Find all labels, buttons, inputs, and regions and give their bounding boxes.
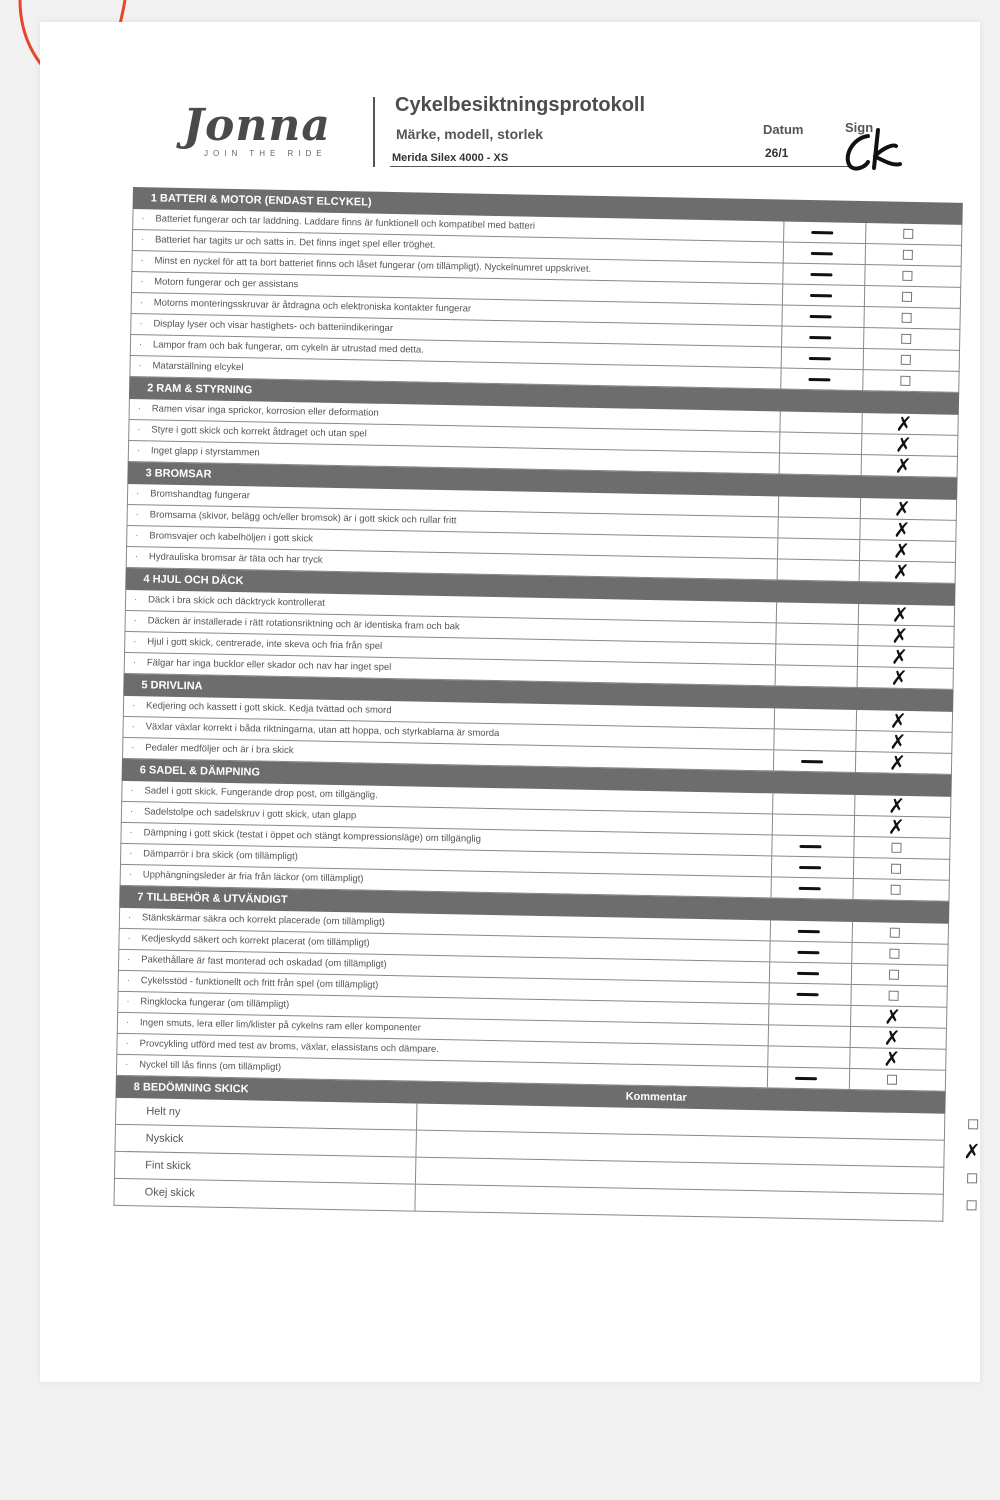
column-divider <box>860 498 861 518</box>
bullet: · <box>127 954 131 966</box>
column-divider <box>857 646 858 666</box>
sign-label: Sign <box>845 120 874 135</box>
bullet: · <box>134 551 139 563</box>
column-divider <box>863 328 864 348</box>
bullet: · <box>136 488 140 500</box>
column-divider <box>858 604 859 624</box>
not-applicable-dash <box>811 252 833 255</box>
column-divider <box>769 941 770 961</box>
checklist-item-label: Sadel i gott skick. Fungerande drop post, om tillgänglig. <box>144 785 378 801</box>
bullet: · <box>140 234 145 246</box>
not-applicable-dash <box>810 294 832 297</box>
column-divider <box>851 943 852 963</box>
check-mark-icon[interactable]: ✗ <box>895 411 913 437</box>
checklist-item-label: Styre i gott skick och korrekt åtdraget och utan spel <box>151 424 367 440</box>
not-applicable-dash <box>797 993 819 996</box>
check-mark-icon[interactable]: ✗ <box>894 432 913 457</box>
checkbox[interactable] <box>902 271 912 281</box>
checkbox[interactable] <box>902 313 912 323</box>
column-divider <box>778 496 779 516</box>
model-field-label: Märke, modell, storlek <box>396 126 544 142</box>
check-mark-icon[interactable]: ✗ <box>892 538 911 563</box>
column-divider <box>859 540 860 560</box>
grading-label: Nyskick <box>145 1132 184 1146</box>
check-mark-icon[interactable]: ✗ <box>893 496 911 521</box>
checkbox[interactable] <box>967 1200 977 1210</box>
column-divider <box>768 983 769 1003</box>
section-title: 5 DRIVLINA <box>141 679 203 693</box>
bullet: · <box>137 403 142 415</box>
check-mark-icon[interactable]: ✗ <box>883 1046 901 1071</box>
check-mark-icon[interactable]: ✗ <box>891 623 909 648</box>
column-divider <box>781 326 782 346</box>
column-divider <box>859 519 860 539</box>
checklist-item-label: Stänkskärmar säkra och korrekt placerade (om tillämpligt) <box>141 912 385 928</box>
bullet: · <box>132 657 137 669</box>
not-applicable-dash <box>799 866 821 869</box>
bullet: · <box>138 339 143 351</box>
check-mark-icon[interactable]: ✗ <box>963 1139 981 1164</box>
bullet: · <box>139 297 144 309</box>
bullet: · <box>140 255 144 267</box>
checklist-item-label: Nyckel till lås finns (om tillämpligt) <box>139 1059 282 1074</box>
bullet: · <box>133 636 137 648</box>
column-divider <box>783 242 784 262</box>
checklist-item-label: Batteriet har tagits ur och satts in. Det finns inget spel eller tröghet. <box>154 234 436 251</box>
checklist-item-label: Ringklocka fungerar (om tillämpligt) <box>140 996 290 1011</box>
date-value[interactable]: 26/1 <box>765 146 789 160</box>
section-title: 3 BROMSAR <box>145 467 212 481</box>
checklist-item-label: Ramen visar inga sprickor, korrosion eller deformation <box>151 403 379 419</box>
check-mark-icon[interactable]: ✗ <box>889 729 907 754</box>
bullet: · <box>125 1038 129 1050</box>
field-underline <box>390 166 850 167</box>
bullet: · <box>126 975 131 987</box>
checklist-item-label: Batteriet fungerar och tar laddning. Laddare finns är funktionell och kompatibel med batteri <box>155 213 536 232</box>
check-mark-icon[interactable]: ✗ <box>892 559 910 584</box>
bullet: · <box>133 615 137 627</box>
column-divider <box>849 1048 850 1068</box>
column-divider <box>775 644 776 664</box>
checklist-item-label: Bromsvajer och kabelhöljen i gott skick <box>149 530 314 545</box>
column-divider <box>857 667 858 687</box>
checklist-item-label: Matarställning elcykel <box>152 360 244 374</box>
column-divider <box>856 710 857 730</box>
checkbox[interactable] <box>903 229 913 239</box>
checklist-item-label: Lampor fram och bak fungerar, om cykeln är utrustad med detta. <box>152 339 424 356</box>
column-divider <box>849 1069 850 1089</box>
check-mark-icon[interactable]: ✗ <box>891 602 909 627</box>
column-divider <box>768 1025 769 1045</box>
not-applicable-dash <box>810 315 832 318</box>
checklist-item-label: Inget glapp i styrstammen <box>150 445 260 459</box>
column-divider <box>864 286 865 306</box>
checkbox[interactable] <box>889 970 899 980</box>
checklist-item-label: Växlar växlar korrekt i båda riktningarna, utan att hoppa, och styrkablarna är smorda <box>145 721 500 740</box>
column-divider <box>863 349 864 369</box>
checklist-item-label: Hjul i gott skick, centrerade, inte skeva och fria från spel <box>147 636 383 652</box>
check-mark-icon[interactable]: ✗ <box>889 708 907 733</box>
checklist-item-label: Bromshandtag fungerar <box>150 488 251 502</box>
checklist-item-label: Pakethållare är fast monterad och oskadad (om tillämpligt) <box>141 954 387 971</box>
bullet: · <box>129 848 133 860</box>
checkbox[interactable] <box>891 885 901 895</box>
check-mark-icon[interactable]: ✗ <box>883 1025 901 1050</box>
column-divider <box>863 307 864 327</box>
checklist-item-label: Display lyser och visar hastighets- och batteriindikeringar <box>153 318 394 335</box>
column-divider <box>769 962 770 982</box>
column-divider <box>772 814 773 834</box>
not-applicable-dash <box>799 845 821 848</box>
column-divider <box>767 1067 768 1087</box>
bullet: · <box>138 360 142 372</box>
check-mark-icon[interactable]: ✗ <box>893 517 911 542</box>
column-divider <box>773 750 774 770</box>
bullet: · <box>125 1059 129 1071</box>
section-title: 4 HJUL OCH DÄCK <box>143 573 244 588</box>
bullet: · <box>126 996 130 1008</box>
column-divider <box>864 265 865 285</box>
column-divider <box>775 623 776 643</box>
bullet: · <box>135 530 139 542</box>
checklist-item-label: Pedaler medföljer och är i bra skick <box>145 742 294 757</box>
not-applicable-dash <box>797 951 819 954</box>
column-divider <box>781 305 782 325</box>
bullet: · <box>131 742 135 754</box>
bullet: · <box>125 1017 130 1029</box>
bullet: · <box>139 318 143 330</box>
column-divider <box>859 561 860 581</box>
checklist-item-label: Motorn fungerar och ger assistans <box>154 276 299 291</box>
model-field-value[interactable]: Merida Silex 4000 - XS <box>392 152 509 164</box>
checklist-item-label: Bromsarna (skivor, belägg och/eller bromsok) är i gott skick och rullar fritt <box>149 509 457 527</box>
column-divider <box>777 538 778 558</box>
bullet: · <box>131 700 136 712</box>
checklist-item-label: Dämparrör i bra skick (om tillämpligt) <box>143 848 298 863</box>
header-divider <box>373 97 375 167</box>
checkbox[interactable] <box>902 292 912 302</box>
column-divider <box>771 835 772 855</box>
checkbox[interactable] <box>900 376 910 386</box>
column-divider <box>854 816 855 836</box>
column-divider <box>862 370 863 390</box>
checkbox[interactable] <box>889 991 899 1001</box>
column-divider <box>861 434 862 454</box>
not-applicable-dash <box>797 972 819 975</box>
column-divider <box>779 411 780 431</box>
checkbox[interactable] <box>891 843 901 853</box>
checklist-item-label: Motorns monteringsskruvar är åtdragna och elektroniska kontakter fungerar <box>153 297 472 315</box>
column-divider <box>767 1046 768 1066</box>
checklist-item-label: Kedjering och kassett i gott skick. Kedja tvättad och smord <box>145 700 392 717</box>
column-divider <box>780 368 781 388</box>
column-divider <box>853 837 854 857</box>
checklist-item-label: Däck i bra skick och däcktryck kontrollerat <box>147 594 326 609</box>
bullet: · <box>128 869 133 881</box>
checkbox[interactable] <box>890 928 900 938</box>
column-divider <box>777 517 778 537</box>
checklist-item-label: Sadelstolpe och sadelskruv i gott skick, utan glapp <box>143 806 357 822</box>
column-divider <box>855 752 856 772</box>
logo-tagline: JOIN THE RIDE <box>204 149 327 158</box>
not-applicable-dash <box>801 760 823 763</box>
checklist-item-label: Upphängningsleder är fria från läckor (om tillämpligt) <box>142 869 364 885</box>
column-divider <box>772 793 773 813</box>
checklist-item-label: Däcken är installerade i rätt rotationsriktning och är identiska fram och bak <box>147 615 460 633</box>
column-divider <box>777 559 778 579</box>
column-divider <box>865 223 866 243</box>
logo-wordmark: Jonna <box>183 100 331 151</box>
section-title: 7 TILLBEHÖR & UTVÄNDIGT <box>137 891 288 907</box>
checklist-item-label: Minst en nyckel för att ta bort batteriet finns och låset fungerar (om tillämpligt). Nyckelnumret uppskrivet. <box>154 255 592 275</box>
checkbox[interactable] <box>968 1119 978 1129</box>
column-divider <box>782 263 783 283</box>
handwritten-signature <box>838 126 908 176</box>
check-mark-icon[interactable]: ✗ <box>890 665 908 690</box>
bullet: · <box>131 721 135 733</box>
column-divider <box>854 795 855 815</box>
grading-label: Helt ny <box>146 1105 181 1119</box>
column-divider <box>783 221 784 241</box>
check-mark-icon[interactable]: ✗ <box>894 453 912 478</box>
checkbox[interactable] <box>903 250 913 260</box>
inspection-sheet <box>40 22 980 1382</box>
checklist-item-label: Cykelsstöd - funktionellt och fritt från spel (om tillämpligt) <box>140 975 379 991</box>
checklist-item-label: Ingen smuts, lera eller lim/klister på cykelns ram eller komponenter <box>139 1017 421 1034</box>
column-divider <box>861 455 862 475</box>
column-divider <box>855 731 856 751</box>
checkbox[interactable] <box>967 1173 977 1183</box>
jonna-logo <box>142 100 372 162</box>
column-divider <box>865 244 866 264</box>
column-divider <box>779 432 780 452</box>
column-divider <box>857 625 858 645</box>
column-divider <box>774 708 775 728</box>
column-divider <box>852 879 853 899</box>
checklist-item-label: Provcykling utförd med test av broms, växlar, elassistans och dämpare. <box>139 1038 439 1056</box>
column-divider <box>782 284 783 304</box>
section-title: 6 SADEL & DÄMPNING <box>139 764 261 779</box>
checklist-form <box>113 187 981 1222</box>
not-applicable-dash <box>810 273 832 276</box>
checkbox[interactable] <box>891 864 901 874</box>
not-applicable-dash <box>799 887 821 890</box>
check-mark-icon[interactable]: ✗ <box>887 814 905 839</box>
checkbox[interactable] <box>887 1075 897 1085</box>
bullet: · <box>135 509 139 521</box>
bullet: · <box>127 933 131 945</box>
column-divider <box>851 964 852 984</box>
column-divider <box>853 858 854 878</box>
bullet: · <box>136 445 141 457</box>
column-divider <box>770 920 771 940</box>
column-divider <box>768 1004 769 1024</box>
grading-label: Okej skick <box>144 1186 195 1200</box>
checklist-item-label: Dämpning i gott skick (testat i öppet och stängt kompressionsläge) om tillgänglig <box>143 827 482 845</box>
bullet: · <box>133 594 138 606</box>
not-applicable-dash <box>795 1077 817 1080</box>
checkbox[interactable] <box>901 334 911 344</box>
column-divider <box>850 1027 851 1047</box>
bullet: · <box>129 827 133 839</box>
checklist-item-label: Fälgar har inga bucklor eller skador och nav har inget spel <box>146 657 392 674</box>
column-divider <box>776 602 777 622</box>
checklist-item-label: Kedjeskydd säkert och korrekt placerat (om tillämpligt) <box>141 933 370 949</box>
bullet: · <box>141 213 145 225</box>
not-applicable-dash <box>808 378 830 381</box>
column-divider <box>850 985 851 1005</box>
column-divider <box>770 877 771 897</box>
check-mark-icon[interactable]: ✗ <box>888 750 907 775</box>
column-divider <box>775 665 776 685</box>
section-title: 2 RAM & STYRNING <box>147 382 253 397</box>
column-divider <box>781 347 782 367</box>
checkbox[interactable] <box>889 949 899 959</box>
section-title: 1 BATTERI & MOTOR (ENDAST ELCYKEL) <box>150 192 372 209</box>
column-divider <box>852 922 853 942</box>
page-title: Cykelbesiktningsprotokoll <box>395 94 646 116</box>
not-applicable-dash <box>798 930 820 933</box>
bullet: · <box>137 424 141 436</box>
not-applicable-dash <box>811 231 833 234</box>
bullet: · <box>129 806 134 818</box>
column-divider <box>861 413 862 433</box>
section-title: 8 BEDÖMNING SKICK <box>133 1081 249 1096</box>
not-applicable-dash <box>809 357 831 360</box>
not-applicable-dash <box>809 336 831 339</box>
checkbox[interactable] <box>901 355 911 365</box>
bullet: · <box>140 276 144 288</box>
document-header <box>40 22 980 187</box>
check-mark-icon[interactable]: ✗ <box>890 644 909 669</box>
column-divider <box>771 856 772 876</box>
bullet: · <box>127 912 132 924</box>
column-divider <box>850 1006 851 1026</box>
checklist-item-label: Hydrauliska bromsar är täta och har tryck <box>148 551 323 566</box>
bullet: · <box>130 785 134 797</box>
comment-column-title: Kommentar <box>625 1090 687 1104</box>
column-divider <box>773 729 774 749</box>
grading-label: Fint skick <box>145 1159 192 1173</box>
date-label: Datum <box>763 122 804 137</box>
column-divider <box>779 453 780 473</box>
check-mark-icon[interactable]: ✗ <box>888 793 906 818</box>
check-mark-icon[interactable]: ✗ <box>883 1004 902 1029</box>
